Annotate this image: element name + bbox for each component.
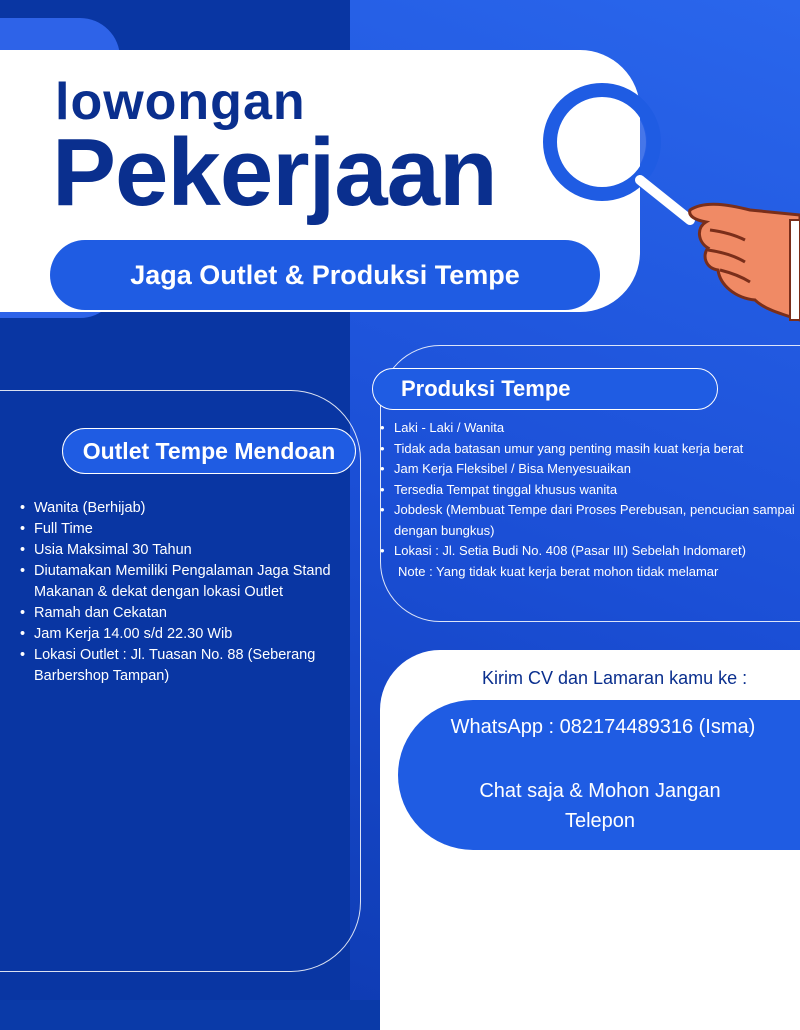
list-item: • Usia Maksimal 30 Tahun xyxy=(20,540,350,561)
list-item: • Lokasi : Jl. Setia Budi No. 408 (Pasar III) Sebelah Indomaret) xyxy=(380,541,800,562)
list-item: • Tidak ada batasan umur yang penting masih kuat kerja berat xyxy=(380,439,800,460)
subtitle-pill: Jaga Outlet & Produksi Tempe xyxy=(50,240,600,310)
list-item: • Laki - Laki / Wanita xyxy=(380,418,800,439)
list-item: • Tersedia Tempat tinggal khusus wanita xyxy=(380,480,800,501)
magnifier-icon xyxy=(540,70,800,330)
list-item: • Jam Kerja Fleksibel / Bisa Menyesuaikan xyxy=(380,459,800,480)
list-item: • Wanita (Berhijab) xyxy=(20,498,350,519)
title-small: lowongan xyxy=(55,73,306,131)
list-item: • Lokasi Outlet : Jl. Tuasan No. 88 (Seberang Barbershop Tampan) xyxy=(20,645,350,687)
page-title: Pekerjaan xyxy=(52,119,497,226)
list-item: • Jobdesk (Membuat Tempe dari Proses Perebusan, pencucian sampai dengan bungkus) xyxy=(380,500,800,541)
outlet-requirements-list xyxy=(20,498,350,687)
produksi-requirements-list xyxy=(380,418,800,562)
whatsapp-contact: WhatsApp : 082174489316 (Isma) xyxy=(450,716,756,738)
list-item: • Ramah dan Cekatan xyxy=(20,603,350,624)
list-item: • Full Time xyxy=(20,519,350,540)
produksi-note: Note : Yang tidak kuat kerja berat mohon tidak melamar xyxy=(398,564,719,579)
list-item: • Jam Kerja 14.00 s/d 22.30 Wib xyxy=(20,624,350,645)
list-item: • Diutamakan Memiliki Pengalaman Jaga Stand Makanan & dekat dengan lokasi Outlet xyxy=(20,561,350,603)
contact-note: Chat saja & Mohon Jangan Telepon xyxy=(479,780,721,832)
produksi-heading: Produksi Tempe xyxy=(372,368,718,410)
hand-icon xyxy=(690,204,800,320)
outlet-heading: Outlet Tempe Mendoan xyxy=(62,428,356,474)
contact-heading: Kirim CV dan Lamaran kamu ke : xyxy=(482,668,748,688)
